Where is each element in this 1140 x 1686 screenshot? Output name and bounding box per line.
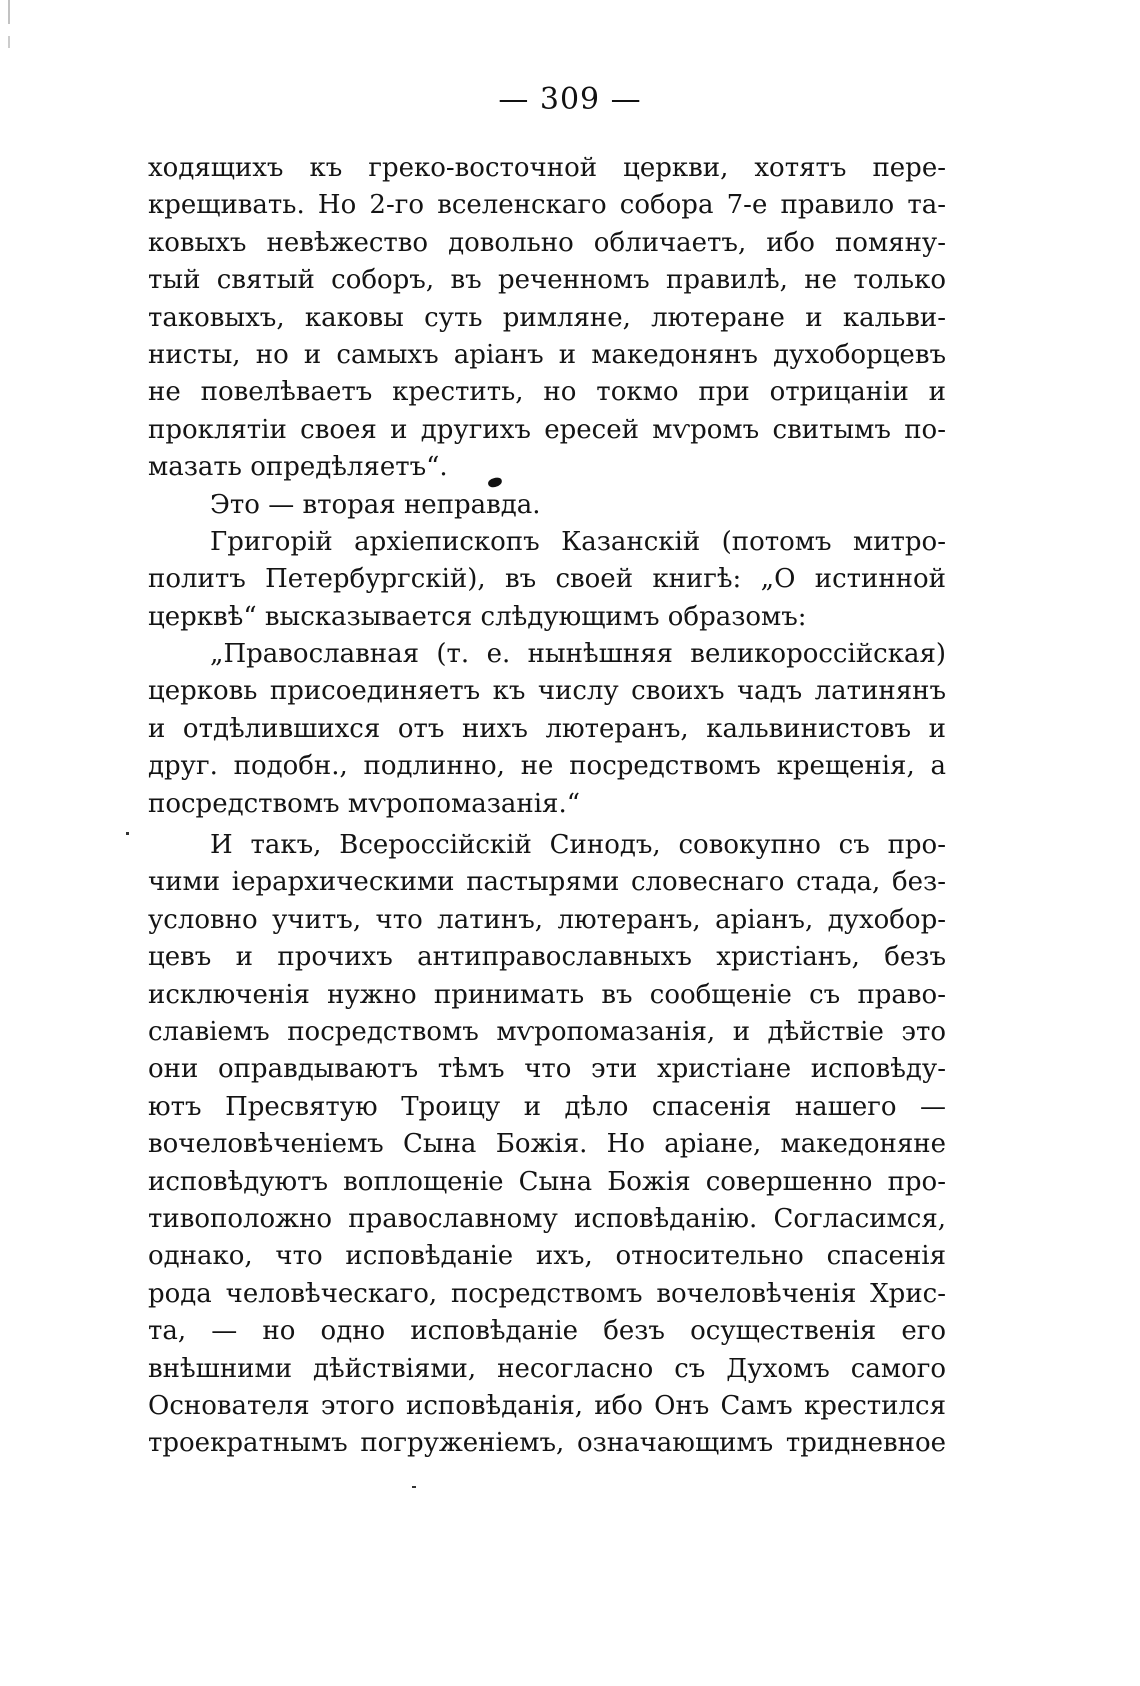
text-line: таковыхъ, каковы суть римляне, лютеране и кальви- [148, 302, 946, 333]
page-text [148, 150, 946, 1463]
text-line: вочеловѣченіемъ Сына Божія. Но аріане, македоняне [148, 1129, 946, 1160]
text-line: „Православная (т. е. нынѣшняя великороссійская) [210, 639, 946, 670]
text-line: проклятіи своея и другихъ ересей мѵромъ свитымъ по- [148, 414, 946, 445]
ink-speck [126, 832, 129, 835]
text-line: ковыхъ невѣжество довольно обличаетъ, ибо помяну- [148, 227, 946, 258]
text-line: нисты, но и самыхъ аріанъ и македонянъ духоборцевъ [148, 339, 946, 370]
text-line: ютъ Пресвятую Троицу и дѣло спасенія нашего — [148, 1091, 946, 1122]
text-line: И такъ, Всероссійскій Синодъ, совокупно съ про- [210, 830, 946, 861]
text-line: тый святый соборъ, въ реченномъ правилѣ, не только [148, 265, 946, 296]
text-line: условно учитъ, что латинъ, лютеранъ, аріанъ, духобор- [148, 904, 946, 935]
text-line: друг. подобн., подлинно, не посредствомъ крещенія, а [148, 751, 946, 782]
text-line: церквѣ“ высказывается слѣдующимъ образомъ: [148, 601, 807, 632]
text-line: цевъ и прочихъ антиправославныхъ христіанъ, безъ [148, 942, 946, 973]
text-line: внѣшними дѣйствіями, несогласно съ Духомъ самого [148, 1353, 946, 1384]
text-line: Это — вторая неправда. [210, 489, 541, 520]
ink-speck [412, 1486, 416, 1488]
text-line: тивоположно православному исповѣданію. Согласимся, [148, 1203, 946, 1234]
text-line: чими іерархическими пастырями словеснаго стада, без- [148, 867, 946, 898]
text-line: они оправдываютъ тѣмъ что эти христіане исповѣду- [148, 1054, 946, 1085]
text-line: церковь присоединяетъ къ числу своихъ чадъ латинянъ [148, 676, 946, 707]
text-line: политъ Петербургскій), въ своей книгѣ: „О истинной [148, 564, 946, 595]
text-line: не повелѣваетъ крестить, но токмо при отрицаніи и [148, 377, 946, 408]
text-line: та, — но одно исповѣданіе безъ осущественія его [148, 1316, 946, 1347]
text-line: ходящихъ къ греко-восточной церкви, хотятъ пере- [148, 153, 946, 183]
text-line: крещивать. Но 2-го вселенскаго собора 7-е правило та- [148, 190, 946, 221]
text-line: Григорій архіепископъ Казанскій (потомъ митро- [210, 526, 946, 557]
text-line: исключенія нужно принимать въ сообщеніе съ право- [148, 979, 946, 1010]
page-number: — 309 — [498, 82, 642, 117]
text-line: и отдѣлившихся отъ нихъ лютеранъ, кальвинистовъ и [148, 713, 946, 744]
page-edge-mark [8, 0, 10, 80]
text-line: однако, что исповѣданіе ихъ, относительно спасенія [148, 1241, 946, 1272]
text-line: троекратнымъ погруженіемъ, означающимъ тридневное [148, 1428, 946, 1459]
text-line: посредствомъ мѵропомазанія.“ [148, 788, 580, 819]
text-line: исповѣдуютъ воплощеніе Сына Божія совершенно про- [148, 1166, 946, 1197]
text-line: рода человѣческаго, посредствомъ вочеловѣченія Хрис- [148, 1278, 946, 1309]
text-line: Основателя этого исповѣданія, ибо Онъ Самъ крестился [148, 1390, 946, 1421]
text-line: мазать опредѣляетъ“. [148, 452, 448, 483]
text-line: славіемъ посредствомъ мѵропомазанія, и дѣйствіе это [148, 1016, 946, 1047]
